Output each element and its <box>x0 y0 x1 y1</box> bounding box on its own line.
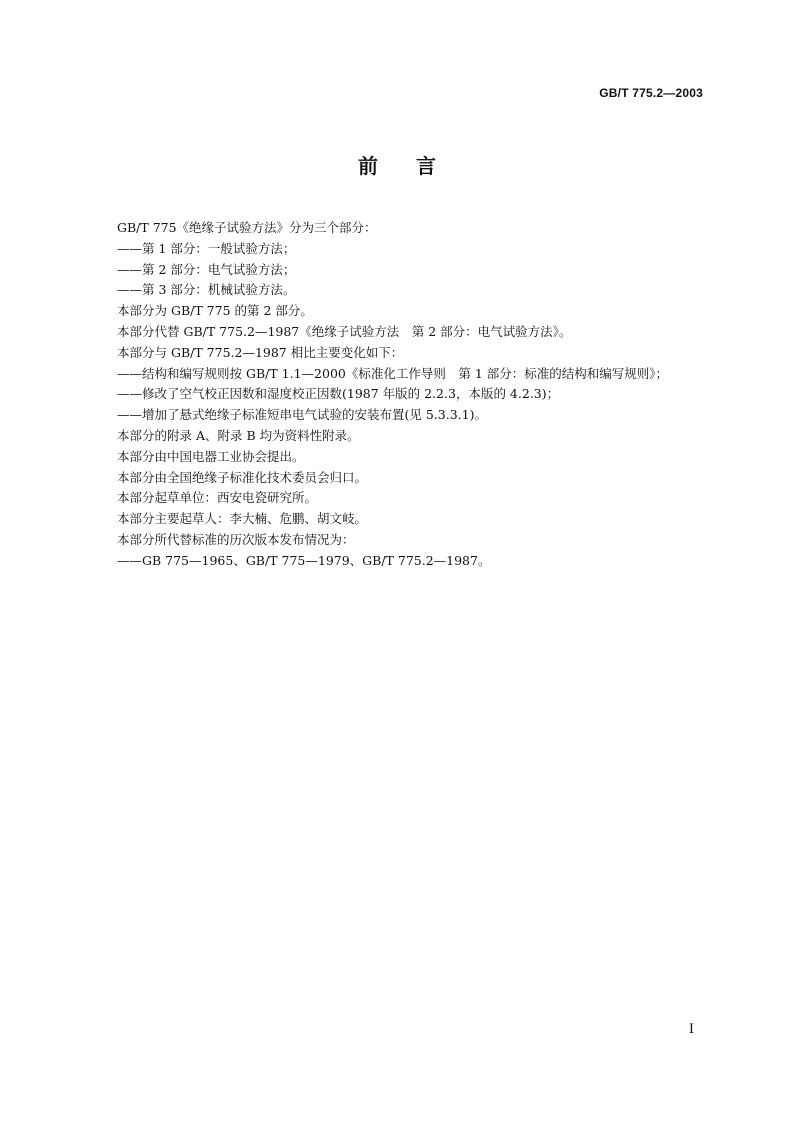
paragraph-line: 本部分的附录 A、附录 B 均为资料性附录。 <box>117 427 360 443</box>
list-item: ——第 2 部分：电气试验方法； <box>117 261 296 277</box>
list-item: ——结构和编写规则按 GB/T 1.1—2000《标准化工作导则 第 1 部分：标准的结构和编写规则》； <box>117 365 669 381</box>
page-title: 前言 <box>358 154 474 178</box>
paragraph-line: 本部分起草单位：西安电瓷研究所。 <box>117 490 318 506</box>
list-item: ——第 1 部分：一般试验方法； <box>117 240 296 256</box>
list-item: ——GB 775—1965、GB/T 775—1979、GB/T 775.2—1987。 <box>117 552 491 568</box>
standard-number: GB/T 775.2—2003 <box>599 86 703 100</box>
paragraph-line: 本部分与 GB/T 775.2—1987 相比主要变化如下： <box>117 344 404 360</box>
paragraph-line: 本部分为 GB/T 775 的第 2 部分。 <box>117 303 313 319</box>
list-item: ——增加了悬式绝缘子标准短串电气试验的安装布置(见 5.3.3.1)。 <box>117 407 487 423</box>
paragraph-line: 本部分代替 GB/T 775.2—1987《绝缘子试验方法 第 2 部分：电气试验方法》。 <box>117 323 572 339</box>
paragraph-line: 本部分由中国电器工业协会提出。 <box>117 448 305 464</box>
list-item: ——修改了空气校正因数和湿度校正因数(1987 年版的 2.2.3，本版的 4.2.3)； <box>117 386 560 402</box>
paragraph-line: 本部分所代替标准的历次版本发布情况为： <box>117 531 355 547</box>
paragraph-line: 本部分主要起草人：李大楠、危鹏、胡文岐。 <box>117 511 368 527</box>
foreword-body <box>117 218 717 572</box>
paragraph-line: 本部分由全国绝缘子标准化技术委员会归口。 <box>117 469 368 485</box>
page-number: I <box>688 1022 694 1037</box>
paragraph-line: GB/T 775《绝缘子试验方法》分为三个部分： <box>117 220 377 235</box>
list-item: ——第 3 部分：机械试验方法。 <box>117 282 296 298</box>
